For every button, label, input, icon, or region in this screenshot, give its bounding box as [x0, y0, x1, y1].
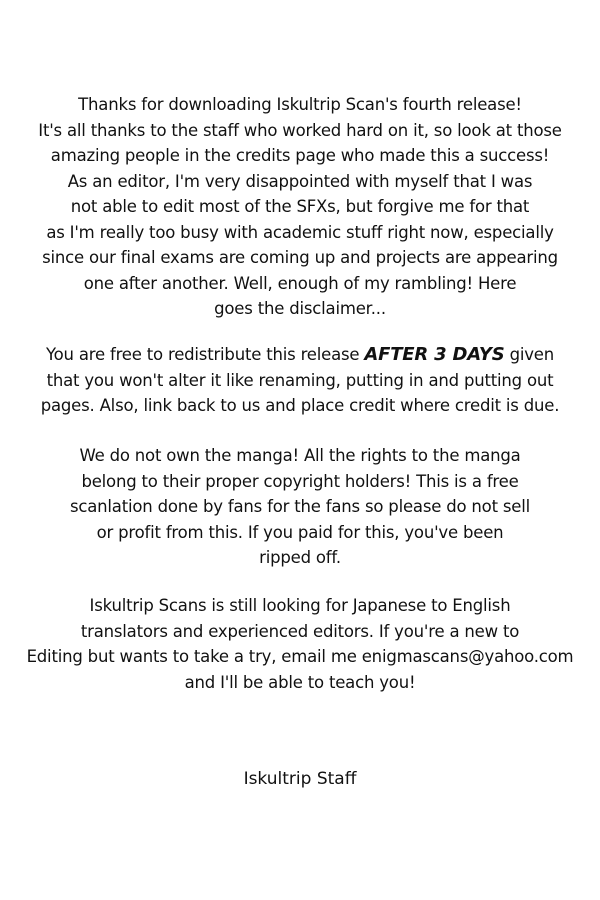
text-line: ripped off. — [259, 548, 341, 567]
text-line: goes the disclaimer... — [214, 299, 386, 318]
text-line: not able to edit most of the SFXs, but forgive me for that — [70, 197, 530, 216]
text-line: that you won't alter it like renaming, putting in and putting out — [46, 370, 554, 390]
emphasis-text: AFTER 3 DAYS — [364, 344, 505, 365]
text-line: amazing people in the credits page who made this a success! — [50, 146, 550, 165]
text-line: since our final exams are coming up and projects are appearing — [42, 248, 558, 267]
redistribution-paragraph — [20, 342, 580, 419]
text-line: pages. Also, link back to us and place credit where credit is due. — [40, 396, 560, 415]
ownership-paragraph — [20, 443, 580, 571]
text-line — [20, 342, 580, 368]
text-line: As an editor, I'm very disappointed with myself that I was — [67, 171, 533, 191]
text-line: Iskultrip Scans is still looking for Japanese to English — [89, 596, 511, 615]
text-line: We do not own the manga! All the rights to the manga — [79, 446, 521, 465]
recruitment-paragraph — [20, 593, 580, 695]
text-line: It's all thanks to the staff who worked hard on it, so look at those — [38, 120, 562, 140]
text-line: Editing but wants to take a try, email me enigmascans@yahoo.com — [26, 647, 574, 666]
text-line: or profit from this. If you paid for this, you've been — [96, 522, 504, 542]
text-line: one after another. Well, enough of my rambling! Here — [83, 273, 517, 293]
thanks-paragraph — [20, 92, 580, 322]
text-line: belong to their proper copyright holders! This is a free — [81, 471, 519, 491]
text-segment: given — [504, 345, 555, 364]
text-line: Thanks for downloading Iskultrip Scan's fourth release! — [78, 95, 522, 114]
text-line: scanlation done by fans for the fans so please do not sell — [69, 497, 531, 516]
text-line: translators and experienced editors. If you're a new to — [80, 621, 520, 641]
staff-signature: Iskultrip Staff — [243, 769, 357, 789]
text-segment: You are free to redistribute this release — [45, 345, 365, 364]
text-line: and I'll be able to teach you! — [184, 672, 416, 692]
text-line: as I'm really too busy with academic stuff right now, especially — [46, 222, 554, 242]
